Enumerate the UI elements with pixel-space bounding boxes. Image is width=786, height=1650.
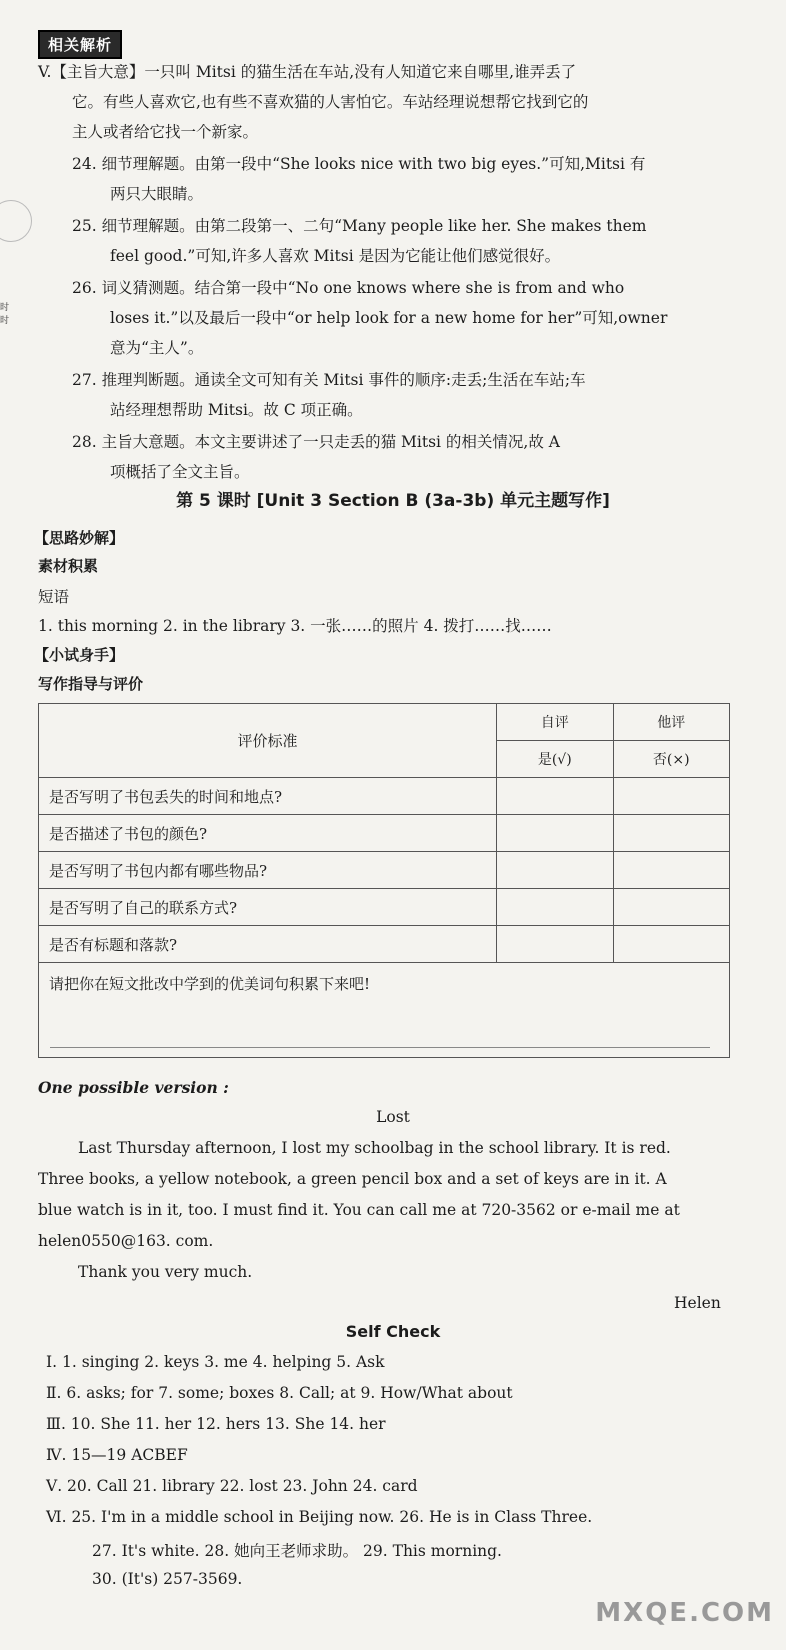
phrases-label: 短语 <box>38 588 70 606</box>
notes-cell[interactable] <box>39 963 730 1058</box>
self-check-title: Self Check <box>345 1322 441 1341</box>
notes-writing-line <box>50 1047 710 1048</box>
answer-25-line-1: 25. 细节理解题。由第二段第一、二句“Many people like her. She makes them <box>72 217 647 235</box>
essay-signature: Helen <box>674 1294 721 1312</box>
table-row <box>39 926 730 963</box>
answer-27-line-1: 27. 推理判断题。通读全文可知有关 Mitsi 事件的顺序:走丢;生活在车站;车 <box>72 371 586 389</box>
essay-title: Lost <box>376 1108 410 1126</box>
yes-label: 是(√) <box>497 741 613 778</box>
peer-eval-cell[interactable] <box>613 815 730 852</box>
essay-line-1: Last Thursday afternoon, I lost my schoolbag in the school library. It is red. <box>78 1139 671 1157</box>
self-eval-cell[interactable] <box>497 852 613 889</box>
self-check-line-8: 30. (It's) 257-3569. <box>92 1570 243 1588</box>
table-row <box>39 852 730 889</box>
table-row <box>39 889 730 926</box>
answer-28-line-2: 项概括了全文主旨。 <box>110 463 250 481</box>
criterion: 是否有标题和落款? <box>39 926 497 963</box>
answer-28-line-1: 28. 主旨大意题。本文主要讲述了一只走丢的猫 Mitsi 的相关情况,故 A <box>72 433 560 451</box>
summary-line-3: 主人或者给它找一个新家。 <box>72 123 259 141</box>
criterion: 是否写明了书包丢失的时间和地点? <box>39 778 497 815</box>
criterion: 是否写明了自己的联系方式? <box>39 889 497 926</box>
writing-guide-heading: 写作指导与评价 <box>38 675 144 693</box>
peer-eval-cell[interactable] <box>613 778 730 815</box>
practice-heading: 【小试身手】 <box>34 646 125 664</box>
self-check-line-7: 27. It's white. 28. 她向王老师求助。 29. This morning. <box>92 1542 502 1560</box>
essay-line-2: Three books, a yellow notebook, a green pencil box and a set of keys are in it. A <box>38 1170 667 1188</box>
self-eval-header: 自评 <box>497 704 613 741</box>
self-eval-cell[interactable] <box>497 815 613 852</box>
material-heading: 素材积累 <box>38 557 99 575</box>
answer-27-line-2: 站经理想帮助 Mitsi。故 C 项正确。 <box>110 401 363 419</box>
answer-26-line-3: 意为“主人”。 <box>110 339 204 357</box>
essay-line-3: blue watch is in it, too. I must find it. You can call me at 720-3562 or e-mail me at <box>38 1201 680 1219</box>
peer-eval-cell[interactable] <box>613 852 730 889</box>
summary-line-2: 它。有些人喜欢它,也有些不喜欢猫的人害怕它。车站经理说想帮它找到它的 <box>72 93 589 111</box>
essay-line-4: helen0550@163. com. <box>38 1232 214 1250</box>
peer-eval-header: 他评 <box>613 704 730 741</box>
self-check-line-1: Ⅰ. 1. singing 2. keys 3. me 4. helping 5. Ask <box>46 1353 385 1371</box>
margin-note-1: 时 <box>0 303 10 313</box>
evaluation-table <box>38 703 730 1058</box>
essay-thanks: Thank you very much. <box>78 1263 253 1281</box>
table-row <box>39 778 730 815</box>
criterion: 是否写明了书包内都有哪些物品? <box>39 852 497 889</box>
answer-24-line-2: 两只大眼睛。 <box>110 185 204 203</box>
section-tag: 相关解析 <box>38 30 122 59</box>
notes-prompt: 请把你在短文批改中学到的优美词句积累下来吧! <box>49 975 371 993</box>
self-check-line-5: Ⅴ. 20. Call 21. library 22. lost 23. John 24. card <box>46 1477 418 1495</box>
answer-26-line-2: loses it.”以及最后一段中“or help look for a new home for her”可知,owner <box>110 309 668 327</box>
self-check-line-2: Ⅱ. 6. asks; for 7. some; boxes 8. Call; at 9. How/What about <box>46 1384 513 1402</box>
criteria-header: 评价标准 <box>39 704 497 778</box>
margin-note-2: 时 <box>0 316 10 326</box>
self-check-line-3: Ⅲ. 10. She 11. her 12. hers 13. She 14. her <box>46 1415 386 1433</box>
site-watermark: MXQE.COM <box>595 1598 774 1628</box>
answer-24-line-1: 24. 细节理解题。由第一段中“She looks nice with two big eyes.”可知,Mitsi 有 <box>72 155 646 173</box>
phrases-list: 1. this morning 2. in the library 3. 一张……的照片 4. 拨打……找…… <box>38 617 552 635</box>
thinking-heading: 【思路妙解】 <box>34 529 125 547</box>
criterion: 是否描述了书包的颜色? <box>39 815 497 852</box>
no-label: 否(×) <box>613 741 730 778</box>
lesson-title: 第 5 课时 [Unit 3 Section B (3a-3b) 单元主题写作] <box>176 491 610 511</box>
self-eval-cell[interactable] <box>497 926 613 963</box>
decorative-flower-icon <box>0 200 32 242</box>
answer-26-line-1: 26. 词义猜测题。结合第一段中“No one knows where she is from and who <box>72 279 625 297</box>
self-check-line-4: Ⅳ. 15—19 ACBEF <box>46 1446 188 1464</box>
peer-eval-cell[interactable] <box>613 889 730 926</box>
peer-eval-cell[interactable] <box>613 926 730 963</box>
self-eval-cell[interactable] <box>497 778 613 815</box>
summary-line-1: V.【主旨大意】一只叫 Mitsi 的猫生活在车站,没有人知道它来自哪里,谁弄丢了 <box>38 63 577 81</box>
self-check-line-6: Ⅵ. 25. I'm in a middle school in Beijing now. 26. He is in Class Three. <box>46 1508 593 1526</box>
answer-25-line-2: feel good.”可知,许多人喜欢 Mitsi 是因为它能让他们感觉很好。 <box>110 247 561 265</box>
table-row <box>39 815 730 852</box>
self-eval-cell[interactable] <box>497 889 613 926</box>
essay-label: One possible version : <box>38 1078 229 1097</box>
